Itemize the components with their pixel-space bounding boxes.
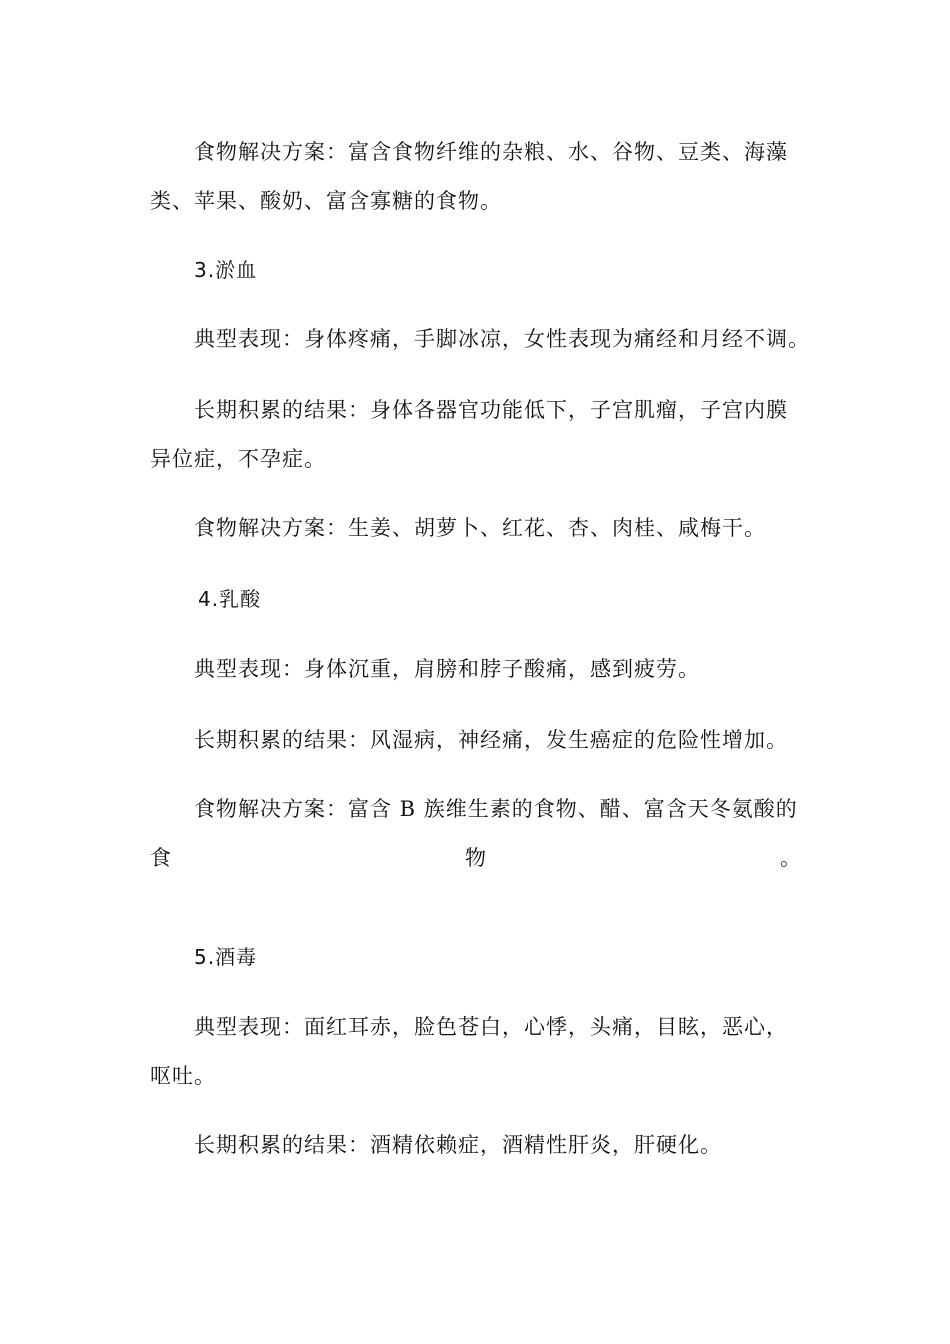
paragraph-line: 长期积累的结果：身体各器官功能低下，子宫肌瘤，子宫内膜	[194, 398, 788, 422]
paragraph-line: 典型表现：身体疼痛，手脚冰凉，女性表现为痛经和月经不调。	[194, 327, 810, 351]
paragraph-line: 呕吐。	[150, 1064, 216, 1088]
paragraph-line: 长期积累的结果：酒精依赖症，酒精性肝炎，肝硬化。	[194, 1133, 722, 1157]
paragraph-line: 食物解决方案：富含食物纤维的杂粮、水、谷物、豆类、海藻	[194, 140, 788, 164]
paragraph-line: 食物解决方案：富含 B 族维生素的食物、醋、富含天冬氨酸的	[194, 797, 798, 821]
paragraph-line: 异位症，不孕症。	[150, 447, 326, 471]
spread-char: 物	[465, 846, 486, 870]
paragraph-line: 典型表现：身体沉重，肩膀和脖子酸痛，感到疲劳。	[194, 657, 700, 681]
section-heading-5: 5.酒毒	[194, 945, 258, 969]
paragraph-line: 长期积累的结果：风湿病，神经痛，发生癌症的危险性增加。	[194, 728, 788, 752]
spread-char: 。	[780, 846, 801, 870]
section-heading-4: 4.乳酸	[198, 587, 262, 611]
paragraph-line: 类、苹果、酸奶、富含寡糖的食物。	[150, 189, 502, 213]
paragraph-line: 典型表现：面红耳赤，脸色苍白，心悸，头痛，目眩，恶心，	[194, 1015, 788, 1039]
section-heading-3: 3.淤血	[194, 258, 258, 282]
paragraph-line: 食物解决方案：生姜、胡萝卜、红花、杏、肉桂、咸梅干。	[194, 516, 766, 540]
spread-char: 食	[150, 846, 171, 870]
